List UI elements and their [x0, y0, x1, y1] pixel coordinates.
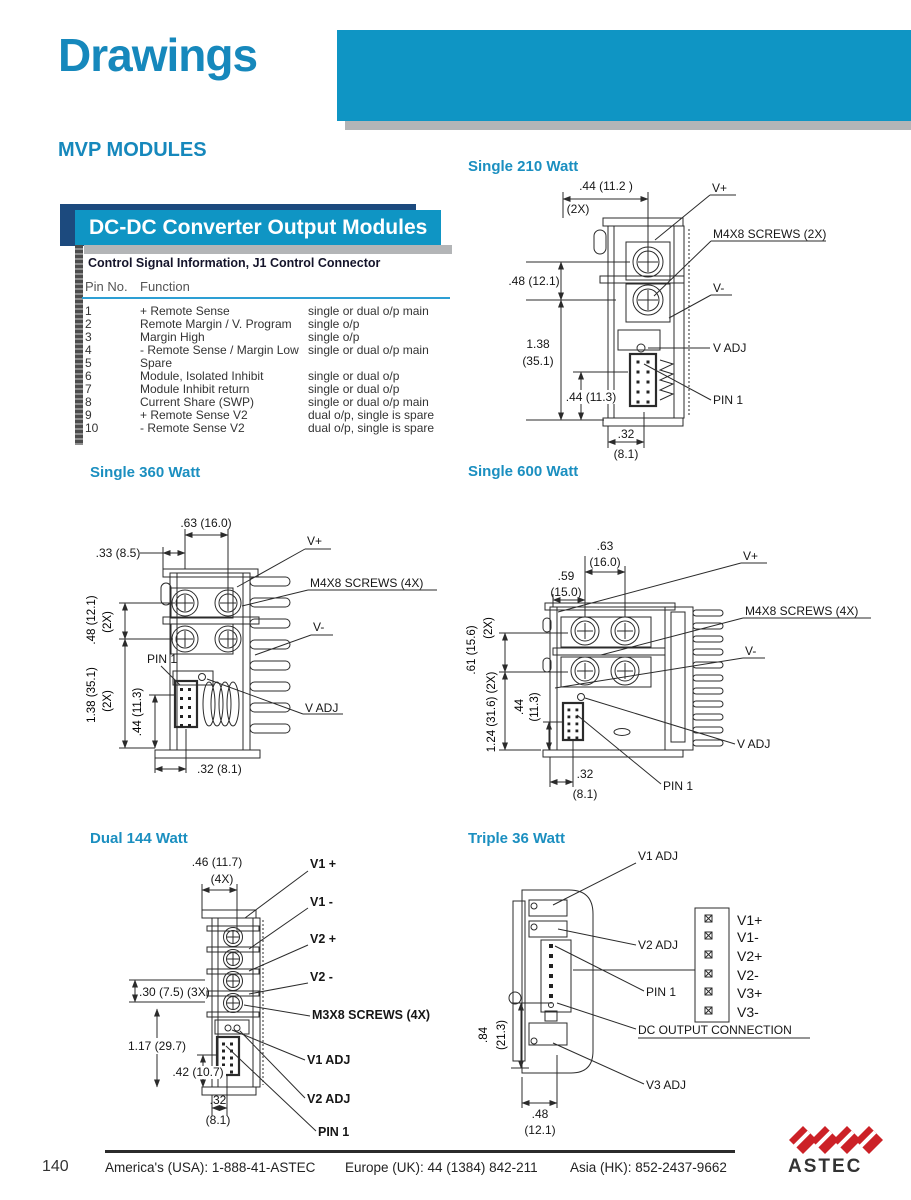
dim-label: (15.0): [550, 585, 582, 599]
dual-144-drawing: [85, 850, 470, 1145]
v1-adj-label: V1 ADJ: [307, 1053, 351, 1067]
dim-label: (11.3): [529, 692, 541, 722]
single-210-drawing: [468, 172, 911, 465]
pin-no: 10: [85, 421, 99, 435]
dim-label: .48: [531, 1107, 549, 1121]
drawing-title-single210: Single 210 Watt: [468, 158, 579, 175]
j1-connector: [563, 694, 585, 741]
dcdc-banner-title: DC-DC Converter Output Modules: [75, 210, 441, 245]
dim-label: (2X): [102, 611, 114, 633]
pin-label: V3+: [737, 985, 763, 1001]
dim-label: .42 (10.7): [172, 1065, 224, 1079]
contact-uk: Europe (UK): 44 (1384) 842-211: [345, 1160, 538, 1175]
terminal-screws: [207, 926, 259, 1017]
pin-symbol: [705, 915, 712, 1014]
dim-label: .44: [514, 699, 526, 715]
v-adj-label: V ADJ: [713, 341, 747, 355]
dimensions: [508, 179, 648, 461]
pin-no: 7: [85, 382, 92, 396]
dim-label: .32 (8.1): [197, 762, 242, 776]
dc-output-label: DC OUTPUT CONNECTION: [638, 1023, 792, 1037]
dim-label: 1.38 (35.1): [86, 667, 98, 723]
pin-note: single or dual o/p: [308, 369, 400, 383]
callouts: [553, 849, 810, 1092]
contact-usa: America's (USA): 1-888-41-ASTEC: [105, 1160, 316, 1175]
single-360-drawing: [85, 505, 460, 797]
pin-function: + Remote Sense: [140, 304, 230, 318]
table-header: [85, 279, 190, 294]
header-banner: [337, 30, 911, 121]
v-plus-label: V+: [743, 549, 759, 563]
table-row: [85, 422, 505, 435]
screws-label: M4X8 SCREWS (4X): [310, 576, 424, 590]
page-number: 140: [42, 1158, 69, 1175]
dimensions: [466, 539, 625, 801]
pin-no: 6: [85, 369, 92, 383]
dim-label: (4X): [210, 872, 234, 886]
pin-note: single o/p: [308, 317, 360, 331]
pin-function: Current Share (SWP): [140, 395, 255, 409]
module-outline: [543, 603, 693, 757]
drawing-title-single600: Single 600 Watt: [468, 463, 579, 480]
dim-label: (8.1): [613, 447, 639, 461]
pin-label: V2-: [737, 967, 759, 983]
dim-label: 1.24 (31.6) (2X): [486, 671, 498, 753]
dim-label: (2X): [566, 202, 590, 216]
pin1-label: PIN 1: [147, 652, 178, 666]
pin1-label: PIN 1: [646, 985, 677, 999]
pin-note: single or dual o/p main: [308, 395, 429, 409]
pin-no: 1: [85, 304, 92, 318]
dim-label: .48 (12.1): [508, 274, 560, 288]
dim-label: 1.17 (29.7): [127, 1039, 187, 1053]
dim-label: .44 (11.3): [132, 687, 144, 737]
pin-function: Module, Isolated Inhibit: [140, 369, 264, 383]
astec-logo-icon: [787, 1124, 899, 1156]
screws-label: M4X8 SCREWS (4X): [745, 604, 859, 618]
drawing-title-triple36: Triple 36 Watt: [468, 830, 565, 847]
pin1-label: PIN 1: [318, 1125, 350, 1139]
drawing-title-single360: Single 360 Watt: [90, 464, 201, 481]
dim-label: .32: [209, 1093, 227, 1107]
pin-function: Remote Margin / V. Program: [140, 317, 292, 331]
dim-label: .33 (8.5): [95, 546, 141, 560]
terminal-screws: [553, 617, 665, 687]
pin-label: V1+: [737, 912, 763, 928]
dim-label: (8.1): [205, 1113, 231, 1127]
adjust-pot: [618, 330, 660, 352]
dcdc-banner-shadow: [84, 245, 452, 254]
pin-label: V1-: [737, 929, 759, 945]
dim-label: (2X): [102, 690, 114, 712]
pin-note: dual o/p, single is spare: [308, 421, 435, 435]
v2-adj-label: V2 ADJ: [307, 1092, 351, 1106]
pin-function: Module Inhibit return: [140, 382, 250, 396]
v-minus-label: V-: [313, 620, 325, 634]
dim-label: .84: [478, 1027, 490, 1043]
triple-36-drawing: [465, 845, 911, 1137]
pin-note: single o/p: [308, 330, 360, 344]
pin-function: Spare: [140, 356, 173, 370]
dim-label: .32: [576, 767, 594, 781]
contact-hk: Asia (HK): 852-2437-9662: [570, 1160, 727, 1175]
v1-minus-label: V1 -: [310, 895, 333, 909]
v2-plus-label: V2 +: [310, 932, 337, 946]
pin-table: [85, 305, 505, 435]
v-minus-label: V-: [713, 281, 725, 295]
v-adj-label: V ADJ: [737, 737, 771, 751]
drawing-title-dual144: Dual 144 Watt: [90, 830, 188, 847]
pin-no: 8: [85, 395, 92, 409]
dim-label: .63 (16.0): [180, 516, 232, 530]
dim-label: .44 (11.2 ): [579, 179, 633, 193]
dim-label: .63: [596, 539, 614, 553]
pin-no: 5: [85, 356, 92, 370]
left-texture-strip: [75, 245, 83, 445]
col-header-pin: Pin No.: [85, 279, 128, 294]
table-subtitle: Control Signal Information, J1 Control Connector: [88, 256, 381, 270]
v2-adj-label: V2 ADJ: [638, 938, 679, 952]
page-title: Drawings: [58, 29, 258, 81]
dim-label: (2X): [483, 617, 495, 639]
dim-label: .44 (11.3): [565, 390, 617, 404]
j1-connector: [630, 354, 673, 406]
pin-function: + Remote Sense V2: [140, 408, 248, 422]
pin-note: single or dual o/p main: [308, 304, 429, 318]
pin-note: single or dual o/p: [308, 382, 400, 396]
dim-label: .46 (11.7): [191, 855, 243, 869]
section-title: MVP MODULES: [58, 139, 207, 161]
callouts: [555, 549, 871, 793]
dim-label: .32: [617, 427, 635, 441]
astec-logo: [787, 1124, 899, 1180]
v1-plus-label: V1 +: [310, 857, 337, 871]
pin-no: 3: [85, 330, 92, 344]
pin1-label: PIN 1: [713, 393, 744, 407]
dim-label: 1.38: [526, 337, 550, 351]
terminal-screws: [600, 242, 684, 322]
v-plus-label: V+: [712, 181, 728, 195]
dim-label: .59: [557, 569, 575, 583]
j1-connector: [173, 671, 239, 727]
pin1-label: PIN 1: [663, 779, 694, 793]
pin-note: single or dual o/p main: [308, 343, 429, 357]
v-minus-label: V-: [745, 644, 757, 658]
dim-label: .61 (15.6): [466, 625, 478, 675]
pin-function: Margin High: [140, 330, 205, 344]
output-connector-strip: [541, 940, 571, 1012]
v1-adj-label: V1 ADJ: [638, 849, 679, 863]
callouts: [226, 857, 430, 1139]
screws-label: M3X8 SCREWS (4X): [312, 1008, 431, 1022]
dim-label: (12.1): [524, 1123, 556, 1137]
v2-minus-label: V2 -: [310, 970, 333, 984]
pin-label: V3-: [737, 1004, 759, 1020]
col-header-function: Function: [140, 279, 190, 294]
v3-adj-label: V3 ADJ: [646, 1078, 687, 1092]
dim-label: .48 (12.1): [86, 595, 98, 645]
v-plus-label: V+: [307, 534, 323, 548]
pin-no: 2: [85, 317, 92, 331]
pin-no: 4: [85, 343, 92, 357]
module-outline: [509, 890, 593, 1073]
pin-function: - Remote Sense V2: [140, 421, 245, 435]
screws-label: M4X8 SCREWS (2X): [713, 227, 827, 241]
dim-label: (16.0): [589, 555, 621, 569]
dim-label: (21.3): [496, 1019, 508, 1051]
v-adj-label: V ADJ: [305, 701, 339, 715]
dim-label: .30 (7.5) (3X): [139, 985, 210, 999]
heatsink-fins: [693, 610, 723, 746]
pin-no: 9: [85, 408, 92, 422]
dim-label: (8.1): [572, 787, 598, 801]
footer-rule: [105, 1150, 735, 1153]
pin-label: V2+: [737, 948, 763, 964]
pin-function: - Remote Sense / Margin Low: [140, 343, 299, 357]
astec-logo-text: ASTEC: [788, 1156, 863, 1177]
dimensions: [86, 516, 242, 776]
single-600-drawing: [465, 500, 911, 810]
pinout-box: [695, 908, 762, 1022]
dim-label: (35.1): [522, 354, 554, 368]
pin-note: dual o/p, single is spare: [308, 408, 435, 422]
table-rule: [82, 297, 450, 299]
